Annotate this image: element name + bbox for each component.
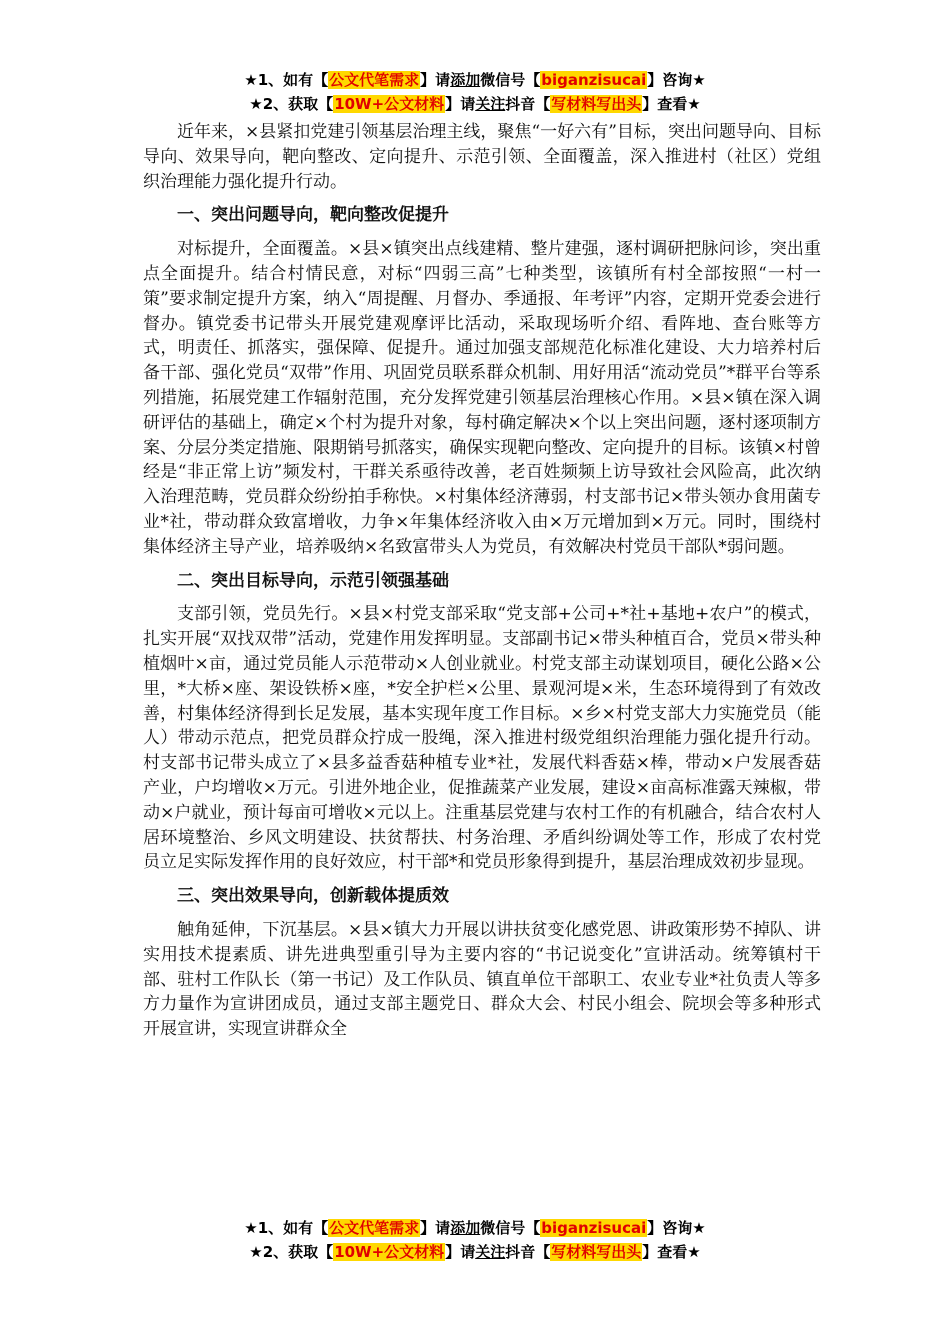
promo-wechat-id: biganzisucai xyxy=(541,71,647,89)
promo-douyin-name: 写材料写出头 xyxy=(551,95,642,113)
promo-text: ★2、获取【 xyxy=(249,95,334,113)
promo-douyin-name: 写材料写出头 xyxy=(551,1243,642,1261)
promo-highlight: 公文代笔需求 xyxy=(329,71,420,89)
promo-line-2 xyxy=(0,1240,950,1264)
promo-text: 】咨询★ xyxy=(647,71,706,89)
section-paragraph-1: 对标提升，全面覆盖。×县×镇突出点线建精、整片建强，逐村调研把脉问诊，突出重点全面提升。结合村情民意，对标“四弱三高”七种类型，该镇所有村全部按照“一村一策”要求制定提升方案，纳入“周提醒、月督办、季通报、年考评”内容，定期开党委会进行督办。镇党委书记带头开展党建观摩评比活动，采取现场听介绍、看阵地、查台账等方式，明责任、抓落实，强保障、促提升。通过加强支部规范化标准化建设、大力培养村后备干部、强化党员“双带”作用、巩固党员联系群众机制、用好用活“流动党员”*群平台等系列措施，拓展党建工作辐射范围，充分发挥党建引领基层治理核心作用。×县×镇在深入调研评估的基础上，确定×个村为提升对象，每村确定解决×个以上突出问题，逐村逐项制方案、分层分类定措施、限期销号抓落实，确保实现靶向整改、定向提升的目标。该镇×村曾经是“非正常上访”频发村，干群关系亟待改善，老百姓频频上访导致社会风险高，此次纳入治理范畴，党员群众纷纷拍手称快。×村集体经济薄弱，村支部书记×带头领办食用菌专业*社，带动群众致富增收，力争×年集体经济收入由×万元增加到×万元。同时，围绕村集体经济主导产业，培养吸纳×名致富带头人为党员，有效解决村党员干部队*弱问题。 xyxy=(143,239,821,557)
promo-underlined: 关注 xyxy=(475,95,506,113)
promo-line-1 xyxy=(0,1216,950,1240)
promo-text: 抖音【 xyxy=(505,95,551,113)
promo-text: ★2、获取【 xyxy=(249,1243,334,1261)
promo-underlined: 关注 xyxy=(475,1243,506,1261)
promo-highlight: 10W+公文材料 xyxy=(334,95,445,113)
promo-underlined: 添加 xyxy=(450,1219,481,1237)
promo-underlined: 添加 xyxy=(450,71,481,89)
promo-text: 】请 xyxy=(445,1243,476,1261)
promo-text: 】咨询★ xyxy=(647,1219,706,1237)
promo-text: 】请 xyxy=(445,95,476,113)
promo-text: ★1、如有【 xyxy=(244,1219,329,1237)
promo-text: 微信号【 xyxy=(480,71,541,89)
section-heading-2: 二、突出目标导向，示范引领强基础 xyxy=(177,570,449,591)
section-heading-3: 三、突出效果导向，创新载体提质效 xyxy=(177,886,449,907)
section-paragraph-3: 触角延伸，下沉基层。×县×镇大力开展以讲扶贫变化感党恩、讲政策形势不掉队、讲实用技术提素质、讲先进典型重引导为主要内容的“书记说变化”宣讲活动。统筹镇村干部、驻村工作队长（第一书记）及工作队员、镇直单位干部职工、农业专业*社负责人等多方力量作为宣讲团成员，通过支部主题党日、群众大会、村民小组会、院坝会等多种形式开展宣讲，实现宣讲群众全 xyxy=(143,919,821,1040)
promo-highlight: 公文代笔需求 xyxy=(329,1219,420,1237)
promo-text: 】请 xyxy=(420,71,451,89)
intro-paragraph: 近年来，×县紧扣党建引领基层治理主线，聚焦“一好六有”目标，突出问题导向、目标导向、效果导向，靶向整改、定向提升、示范引领、全面覆盖，深入推进村（社区）党组织治理能力强化提升行动。 xyxy=(143,122,821,192)
promo-wechat-id: biganzisucai xyxy=(541,1219,647,1237)
promo-line-1 xyxy=(0,68,950,92)
promo-highlight: 10W+公文材料 xyxy=(334,1243,445,1261)
section-heading-1: 一、突出问题导向，靶向整改促提升 xyxy=(177,205,449,226)
promo-text: 】请 xyxy=(420,1219,451,1237)
bottom-promo-banner xyxy=(0,1216,950,1264)
article-body xyxy=(143,120,821,1042)
promo-line-2 xyxy=(0,92,950,116)
section-paragraph-2: 支部引领，党员先行。×县×村党支部采取“党支部+公司+*社+基地+农户”的模式，扎实开展“双找双带”活动，党建作用发挥明显。支部副书记×带头种植百合，党员×带头种植烟叶×亩，通过党员能人示范带动×人创业就业。村党支部主动谋划项目，硬化公路×公里，*大桥×座、架设铁桥×座，*安全护栏×公里、景观河堤×米，生态环境得到了有效改善，村集体经济得到长足发展，基本实现年度工作目标。×乡×村党支部大力实施党员（能人）带动示范点，把党员群众拧成一股绳，深入推进村级党组织治理能力强化提升行动。村支部书记带头成立了×县多益香菇种植专业*社，发展代料香菇×棒，带动×户发展香菇产业，户均增收×万元。引进外地企业，促推蔬菜产业发展，建设×亩高标准露天辣椒，带动×户就业，预计每亩可增收×元以上。注重基层党建与农村工作的有机融合，结合农村人居环境整治、乡风文明建设、扶贫帮扶、村务治理、矛盾纠纷调处等工作，形成了农村党员立足实际发挥作用的良好效应，村干部*和党员形象得到提升，基层治理成效初步显现。 xyxy=(143,604,821,873)
top-promo-banner xyxy=(0,68,950,116)
promo-text: ★1、如有【 xyxy=(244,71,329,89)
promo-text: 】查看★ xyxy=(642,95,701,113)
promo-text: 】查看★ xyxy=(642,1243,701,1261)
promo-text: 抖音【 xyxy=(505,1243,551,1261)
promo-text: 微信号【 xyxy=(480,1219,541,1237)
